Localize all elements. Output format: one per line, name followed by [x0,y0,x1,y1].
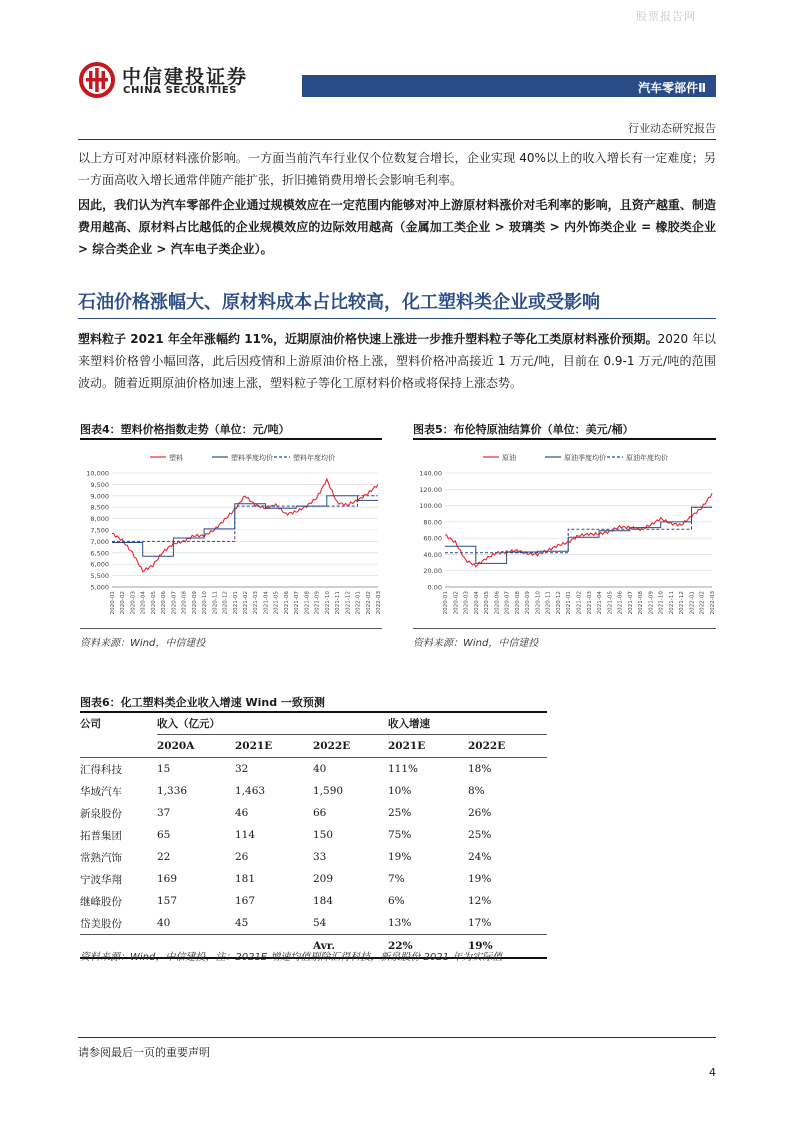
y-tick-label: 10,000 [86,469,109,478]
table-year-row [80,735,547,758]
x-tick-label: 2020-06 [494,591,501,615]
x-tick-label: 2022-03 [710,591,716,615]
y-tick-label: 9,500 [90,480,109,489]
table-cell: 26% [468,807,492,819]
table-cell: 40 [313,763,327,775]
x-tick-label: 2021-06 [283,591,290,615]
header-revenue: 收入（亿元） [157,712,388,735]
table-cell: 157 [157,895,178,907]
table-cell: 8% [468,785,485,797]
x-tick-label: 2020-04 [473,591,480,615]
y-tick-label: 8,000 [90,515,109,524]
x-tick-label: 2021-02 [243,591,249,615]
x-tick-label: 2021-12 [679,591,686,615]
table-cell: 13% [388,917,412,929]
year-col: 2020A [157,740,195,752]
table-cell: 26 [235,851,249,863]
table-cell: 7% [388,873,405,885]
x-tick-label: 2021-11 [668,591,675,615]
x-tick-label: 2020-10 [535,591,542,615]
x-tick-label: 2022-01 [689,591,696,615]
x-tick-label: 2022-01 [355,591,362,615]
logo-text-en: CHINA SECURITIES [123,85,238,96]
y-tick-label: 60.00 [423,534,442,543]
table-cell: 75% [388,829,412,841]
table-cell: 37 [157,807,171,819]
avg-label: Avr. [313,940,336,952]
x-tick-label: 2020-03 [130,591,137,615]
table-cell: 1,463 [235,785,266,797]
year-col: 2021E [388,740,426,752]
fig6-title [80,694,325,710]
legend-item [212,453,273,462]
year-col: 2022E [468,740,506,752]
y-tick-label: 40.00 [423,550,442,559]
fig6-table [80,712,547,959]
x-tick-label: 2021-08 [304,591,311,615]
x-tick-label: 2021-05 [273,591,280,615]
section-divider [78,318,716,319]
table-cell: 45 [235,917,249,929]
header-divider [78,139,716,140]
header-bar [302,75,716,97]
x-tick-label: 2020-04 [140,591,147,615]
fig6-caption: 化工塑料类企业收入增速 Wind 一致预测 [120,696,325,709]
table-cell: 181 [235,873,256,885]
y-tick-label: 7,000 [90,537,109,546]
legend-label: 塑料年度均价 [293,454,335,462]
legend-item [607,453,668,462]
report-type: 行业动态研究报告 [628,122,716,135]
x-tick-label: 2020-06 [161,591,168,615]
table-cell: 10% [388,785,412,797]
table-cell: 33 [313,851,327,863]
legend-label: 塑料季度均价 [231,454,273,462]
table-row [80,846,547,868]
x-tick-label: 2021-07 [294,591,301,615]
x-tick-label: 2020-10 [202,591,209,615]
legend-label: 原油年度均价 [626,454,668,462]
fig5-top-rule [413,438,716,440]
x-tick-label: 2021-03 [253,591,260,615]
x-tick-label: 2021-09 [314,591,321,615]
company-name: 新泉股份 [80,807,122,820]
table-cell: 54 [313,917,327,929]
y-tick-label: 7,500 [90,526,109,535]
table-cell: 24% [468,851,492,863]
y-tick-label: 5,500 [90,572,109,581]
footer-divider [78,1037,716,1038]
y-tick-label: 20.00 [423,567,442,576]
table-cell: 19% [468,873,492,885]
table-cell: 169 [157,873,178,885]
series-line-1 [445,493,712,566]
year-col: 2022E [313,740,351,752]
fig5-caption: 布伦特原油结算价（单位：美元/桶） [453,423,634,436]
table-cell: 1,336 [157,785,188,797]
x-tick-label: 2021-09 [648,591,655,615]
x-tick-label: 2022-02 [365,591,372,615]
fig5-title [413,421,634,437]
x-tick-label: 2020-03 [463,591,470,615]
footer-disclaimer[interactable]: 请参阅最后一页的重要声明 [78,1046,210,1059]
watermark: 股票报告网 [636,10,696,23]
y-tick-label: 140.00 [419,469,442,478]
x-tick-label: 2020-01 [110,591,116,615]
x-tick-label: 2020-05 [484,591,491,615]
x-tick-label: 2022-03 [376,591,382,615]
table-cell: 1,590 [313,785,344,797]
table-cell: 209 [313,873,334,885]
x-tick-label: 2020-09 [525,591,532,615]
header-growth: 收入增速 [388,712,547,735]
y-tick-label: 100.00 [419,502,442,511]
x-tick-label: 2020-09 [191,591,198,615]
company-logo [78,62,253,98]
x-tick-label: 2021-01 [232,591,239,615]
paragraph-2-bold: 因此，我们认为汽车零部件企业通过规模效应在一定范围内能够对冲上游原材料涨价对毛利率的影响，且资产越重、制造费用越高、原材料占比越低的企业规模效应的边际效用越高（金属加工类企业 > 玻璃类 > 内外饰类企业 = 橡胶类企业 > 综合类企业 > 汽车电子类企业）。 [78,198,716,256]
fig6-label: 图表6： [80,696,121,709]
table-cell: 111% [388,763,419,775]
series-line-2 [445,507,712,563]
table-cell: 46 [235,807,249,819]
fig5-bottom-rule [413,628,716,629]
table-row [80,912,547,935]
company-name: 拓普集团 [80,829,122,842]
fig5-label: 图表5： [413,423,454,436]
table-cell: 66 [313,807,327,819]
table-row [80,802,547,824]
company-name: 宁波华翔 [80,873,122,886]
table-cell: 18% [468,763,492,775]
x-tick-label: 2020-07 [504,591,511,615]
fig5-chart [413,443,716,625]
fig6-source: 资料来源：Wind，中信建投，注：2021E 增速均值剔除汇得科技，新泉股份 2021 年为实际值 [80,952,503,963]
table-cell: 17% [468,917,492,929]
y-tick-label: 8,500 [90,503,109,512]
legend-item [545,453,606,462]
y-tick-label: 80.00 [423,518,442,527]
table-cell: 6% [388,895,405,907]
x-tick-label: 2022-02 [699,591,706,615]
x-tick-label: 2020-08 [181,591,188,615]
x-tick-label: 2020-01 [443,591,449,615]
table-row [80,890,547,912]
x-tick-label: 2021-06 [617,591,624,615]
company-name: 华域汽车 [80,785,122,798]
x-tick-label: 2021-07 [627,591,634,615]
avg-2021: 22% [388,940,413,952]
x-tick-label: 2020-12 [222,591,229,615]
table-cell: 114 [235,829,256,841]
x-tick-label: 2021-01 [566,591,573,615]
legend-item [274,453,335,462]
fig5-source: 资料来源：Wind，中信建投 [413,638,539,649]
x-tick-label: 2020-11 [545,591,552,615]
x-tick-label: 2020-05 [150,591,157,615]
table-cell: 184 [313,895,334,907]
y-tick-label: 120.00 [419,485,442,494]
x-tick-label: 2021-10 [658,591,665,615]
x-tick-label: 2021-08 [638,591,645,615]
x-tick-label: 2021-02 [576,591,583,615]
y-tick-label: 5,000 [90,583,109,592]
table-cell: 25% [468,829,492,841]
fig4-title [80,421,290,437]
table-cell: 40 [157,917,171,929]
x-tick-label: 2021-04 [597,591,604,615]
series-line-2 [112,496,378,556]
fig4-chart [80,443,382,625]
logo-emblem-icon [78,62,116,98]
table-row [80,780,547,802]
y-tick-label: 6,000 [90,560,109,569]
y-tick-label: 9,000 [90,492,109,501]
x-tick-label: 2021-04 [263,591,270,615]
year-col: 2021E [235,740,273,752]
series-line-1 [112,479,378,572]
paragraph-3-bold: 塑料粒子 2021 年全年涨幅约 11%，近期原油价格快速上涨进一步推升塑料粒子等化工类原材料涨价预期。 [78,332,658,346]
x-tick-label: 2021-05 [607,591,614,615]
legend-label: 原油 [502,454,516,462]
paragraph-1: 以上方可对冲原材料涨价影响。一方面当前汽车行业仅个位数复合增长，企业实现 40%以上的收入增长有一定难度；另一方面高收入增长通常伴随产能扩张，折旧摊销费用增长会影响毛利率。 [78,151,716,187]
report-category: 汽车零部件Ⅱ [638,81,706,95]
company-name: 常熟汽饰 [80,851,122,864]
fig4-caption: 塑料价格指数走势（单位：元/吨） [120,423,290,436]
logo-text-cn: 中信建投证券 [122,66,249,88]
table-cell: 150 [313,829,334,841]
table-cell: 19% [388,851,412,863]
table-header-row [80,712,547,735]
x-tick-label: 2020-12 [555,591,562,615]
paragraph-3-text: 2020 年以来塑料价格曾小幅回落，此后因疫情和上游原油价格上涨，塑料价格冲高接近 1 万元/吨，目前在 0.9-1 万元/吨的范围波动。随着近期原油价格加速上涨，塑料粒子等化工原材料价格或将保持上涨态势。 [78,332,716,390]
company-name: 岱美股份 [80,917,122,930]
avg-2022: 19% [468,940,493,952]
x-tick-label: 2020-07 [171,591,178,615]
table-cell: 65 [157,829,171,841]
x-tick-label: 2021-10 [324,591,331,615]
legend-item [483,453,516,462]
x-tick-label: 2021-12 [345,591,352,615]
fig4-source: 资料来源：Wind，中信建投 [80,638,206,649]
legend-label: 塑料 [169,454,183,462]
table-row [80,758,547,781]
y-tick-label: 0.00 [427,583,442,592]
legend-item [150,453,183,462]
page-number: 4 [709,1066,716,1079]
fig4-top-rule [80,438,382,440]
x-tick-label: 2020-08 [514,591,521,615]
table-cell: 32 [235,763,249,775]
series-line-3 [445,507,712,553]
y-tick-label: 6,500 [90,549,109,558]
fig4-bottom-rule [80,628,382,629]
table-cell: 12% [468,895,492,907]
x-tick-label: 2020-11 [212,591,219,615]
table-row [80,824,547,846]
fig4-label: 图表4： [80,423,121,436]
x-tick-label: 2021-11 [335,591,342,615]
section-heading: 石油价格涨幅大、原材料成本占比较高，化工塑料类企业或受影响 [78,292,600,313]
x-tick-label: 2021-03 [586,591,593,615]
header-company: 公司 [80,717,101,730]
table-cell: 15 [157,763,171,775]
table-row [80,868,547,890]
company-name: 汇得科技 [80,763,122,776]
x-tick-label: 2020-02 [453,591,460,615]
paragraph-3 [78,328,716,394]
company-name: 继峰股份 [80,895,122,908]
table-cell: 167 [235,895,256,907]
x-tick-label: 2020-02 [120,591,127,615]
table-cell: 22 [157,851,171,863]
table-cell: 25% [388,807,412,819]
legend-label: 原油季度均价 [564,454,606,462]
paragraph-2 [78,194,716,260]
